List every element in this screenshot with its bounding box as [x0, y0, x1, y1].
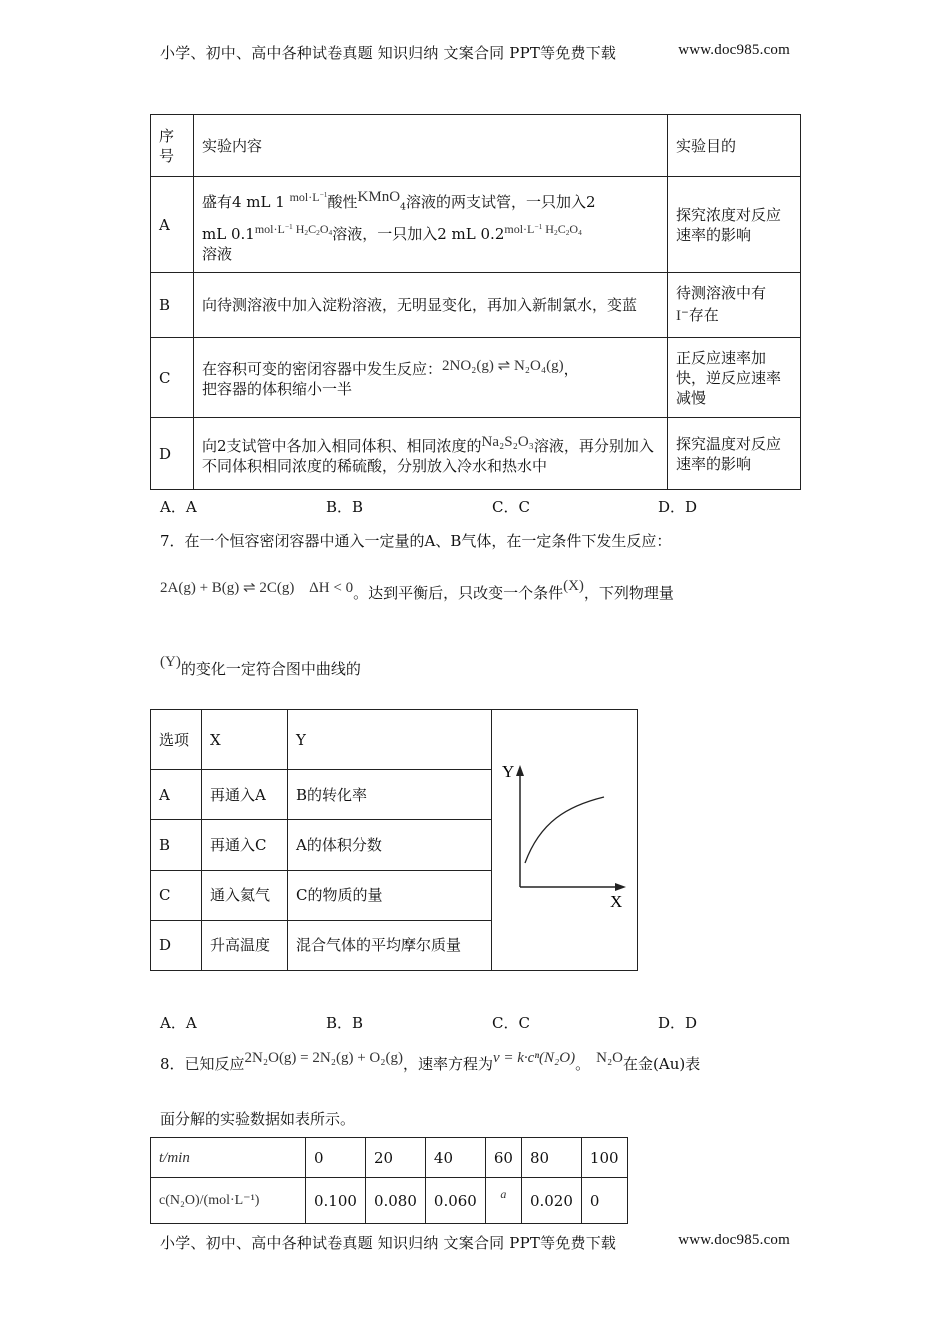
row-x: 升高温度 — [202, 920, 288, 970]
time-cell: 0 — [306, 1138, 366, 1178]
row-content: 向待测溶液中加入淀粉溶液，无明显变化，再加入新制氯水，变蓝 — [194, 273, 668, 338]
q7-stem-line3: (Y)的变化一定符合图中曲线的 — [160, 654, 361, 678]
table-row — [151, 1178, 628, 1224]
row-content: 向2支试管中各加入相同体积、相同浓度的Na₂S₂O₃溶液，再分别加入不同体积相同浓度的稀硫酸，分别放入冷水和热水中 — [194, 418, 668, 490]
x-axis-arrow-icon — [615, 883, 626, 891]
q8-stem-line1: 8．已知反应2N₂O(g) = 2N₂(g) + O₂(g)，速率方程为v = k·cⁿ(N₂O)。 N₂O在金(Au)表 — [160, 1050, 701, 1073]
row-id: C — [151, 338, 194, 418]
x-axis-label: X — [610, 892, 623, 911]
footer-url: www.doc985.com — [678, 1232, 790, 1248]
option-b[interactable]: B．B — [326, 498, 364, 516]
y-axis-label: Y — [502, 762, 515, 781]
row-content: 在容积可变的密闭容器中发生反应：2NO₂(g) ⇌ N₂O₄(g)， 把容器的体积缩小一半 — [194, 338, 668, 418]
conc-cell: a — [485, 1178, 521, 1224]
header-url: www.doc985.com — [678, 42, 790, 58]
time-cell: 60 — [485, 1138, 521, 1178]
row-purpose: 探究温度对反应速率的影响 — [668, 418, 801, 490]
page-header — [160, 42, 790, 63]
table-row — [151, 177, 801, 273]
row-y: B的转化率 — [288, 770, 492, 820]
time-cell: 100 — [581, 1138, 627, 1178]
option-c[interactable]: C．C — [492, 1014, 530, 1032]
conc-cell: 0.060 — [425, 1178, 485, 1224]
conc-cell: 0.020 — [521, 1178, 581, 1224]
row-x: 再通入A — [202, 770, 288, 820]
curve-graph — [492, 710, 637, 970]
footer-left-text: 小学、初中、高中各种试卷真题 知识归纳 文案合同 PPT等免费下载 — [160, 1234, 617, 1252]
option-c[interactable]: C．C — [492, 498, 530, 516]
q7-stem-line1: 7．在一个恒容密闭容器中通入一定量的A、B气体，在一定条件下发生反应： — [160, 532, 672, 550]
row-content: 盛有4 mL 1 $^{mol\cdot L^{-1}}$酸性KMnO$_4$溶液的两支试管，一只加入2 mL $0.1^{mol\cdot L^{-1} H_2C_2O_4}$溶液，一只加入2 mL $0.2^{mol\cdot L^{-1} H_2C_2O_4}$ 溶液 — [194, 177, 668, 273]
row-id: A — [151, 770, 202, 820]
option-b[interactable]: B．B — [326, 1014, 364, 1032]
conc-cell: 0 — [581, 1178, 627, 1224]
row-purpose: 待测溶液中有 I−存在 — [668, 273, 801, 338]
row-id: A — [151, 177, 194, 273]
row-y: 混合气体的平均摩尔质量 — [288, 920, 492, 970]
table-row — [151, 418, 801, 490]
q7-stem-line2: 2A(g) + B(g) ⇌ 2C(g) ΔH < 0。达到平衡后，只改变一个条件(X)，下列物理量 — [160, 578, 674, 602]
time-cell: 40 — [425, 1138, 485, 1178]
col-header-x: X — [202, 710, 288, 770]
col-header-content: 实验内容 — [194, 115, 668, 177]
time-label: t/min — [151, 1138, 306, 1178]
option-a[interactable]: A．A — [160, 1014, 197, 1032]
time-cell: 20 — [365, 1138, 425, 1178]
col-header-y: Y — [288, 710, 492, 770]
table-row — [151, 1138, 628, 1178]
col-header-purpose: 实验目的 — [668, 115, 801, 177]
kinetics-table — [150, 1137, 628, 1224]
option-a[interactable]: A．A — [160, 498, 197, 516]
graph-cell — [492, 710, 638, 971]
col-header-index: 序号 — [151, 115, 194, 177]
curve-line — [525, 797, 604, 863]
row-id: C — [151, 870, 202, 920]
header-left-text: 小学、初中、高中各种试卷真题 知识归纳 文案合同 PPT等免费下载 — [160, 44, 617, 62]
row-x: 通入氦气 — [202, 870, 288, 920]
row-x: 再通入C — [202, 820, 288, 870]
row-id: B — [151, 273, 194, 338]
option-d[interactable]: D．D — [658, 498, 698, 516]
row-y: C的物质的量 — [288, 870, 492, 920]
experiment-table — [150, 114, 801, 490]
row-y: A的体积分数 — [288, 820, 492, 870]
col-header-option: 选项 — [151, 710, 202, 770]
option-d[interactable]: D．D — [658, 1014, 698, 1032]
table-row — [151, 273, 801, 338]
conc-label: c(N₂O)/(mol·L⁻¹) — [151, 1178, 306, 1224]
q8-stem-line2: 面分解的实验数据如表所示。 — [160, 1110, 356, 1128]
y-axis-arrow-icon — [516, 765, 524, 776]
row-id: B — [151, 820, 202, 870]
conc-cell: 0.100 — [306, 1178, 366, 1224]
table-row — [151, 338, 801, 418]
row-purpose: 探究浓度对反应速率的影响 — [668, 177, 801, 273]
row-id: D — [151, 418, 194, 490]
conc-cell: 0.080 — [365, 1178, 425, 1224]
time-cell: 80 — [521, 1138, 581, 1178]
row-id: D — [151, 920, 202, 970]
page-footer — [160, 1232, 790, 1253]
option-table — [150, 709, 638, 971]
row-purpose: 正反应速率加快，逆反应速率减慢 — [668, 338, 801, 418]
